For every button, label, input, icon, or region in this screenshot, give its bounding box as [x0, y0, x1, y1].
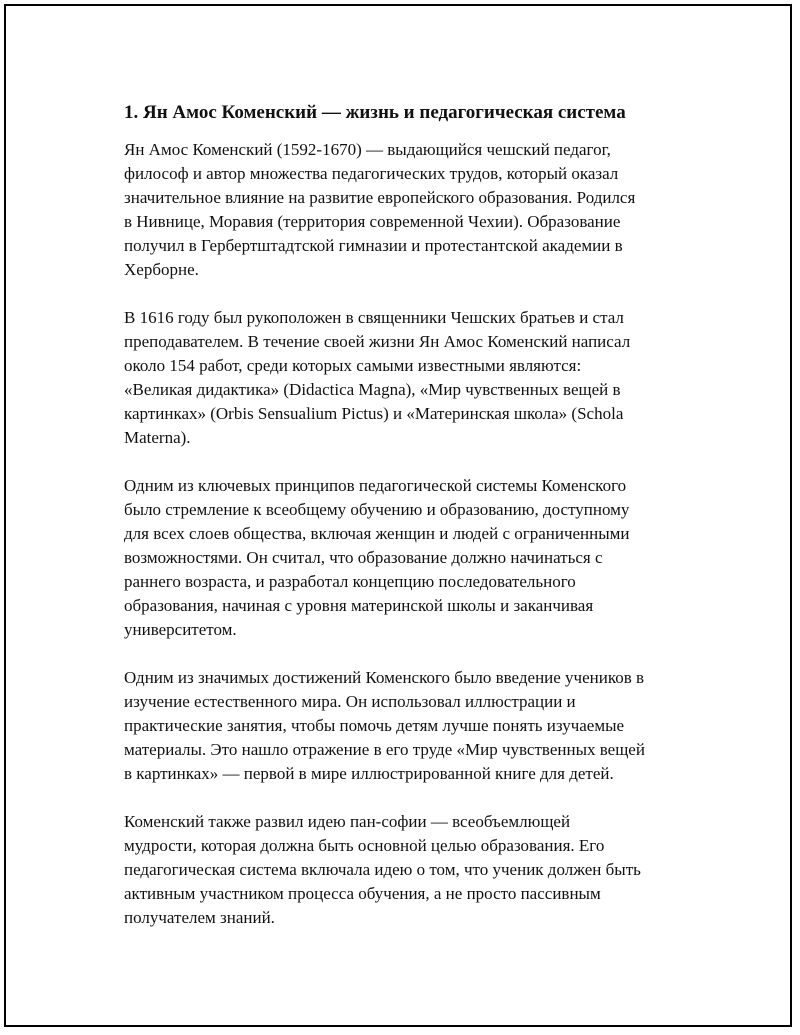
text-line: практические занятия, чтобы помочь детям лучше понять изучаемые: [124, 716, 625, 735]
text-line: активным участником процесса обучения, а не просто пассивным: [124, 884, 601, 903]
text-line: «Великая дидактика» (Didactica Magna), «Мир чувственных вещей в: [124, 380, 621, 399]
text-line: Коменский также развил идею пан-софии — всеобъемлющей: [124, 812, 571, 831]
text-line: Одним из ключевых принципов педагогической системы Коменского: [124, 476, 627, 495]
text-line: для всех слоев общества, включая женщин и людей с ограниченными: [124, 524, 630, 543]
paragraph-3: [124, 474, 694, 642]
text-line: получателем знаний.: [124, 908, 275, 927]
text-line: Одним из значимых достижений Коменского было введение учеников в: [124, 668, 645, 687]
paragraph-1: [124, 138, 694, 282]
text-line: изучение естественного мира. Он использовал иллюстрации и: [124, 692, 576, 711]
text-line: В 1616 году был рукоположен в священники Чешских братьев и стал: [124, 308, 624, 327]
text-line: педагогическая система включала идею о том, что ученик должен быть: [124, 860, 641, 879]
text-line: преподавателем. В течение своей жизни Ян Амос Коменский написал: [124, 332, 631, 351]
text-line: образования, начиная с уровня материнской школы и заканчивая: [124, 596, 594, 615]
text-line: раннего возраста, и разработал концепцию последовательного: [124, 572, 576, 591]
text-line: мудрости, которая должна быть основной целью образования. Его: [124, 836, 605, 855]
text-line: университетом.: [124, 620, 237, 639]
paragraph-5: [124, 810, 694, 930]
text-line: философ и автор множества педагогических трудов, который оказал: [124, 164, 619, 183]
text-line: в картинках» — первой в мире иллюстрированной книге для детей.: [124, 764, 614, 783]
text-line: Херборне.: [124, 260, 199, 279]
text-line: было стремление к всеобщему обучению и образованию, доступному: [124, 500, 630, 519]
document-body: [124, 100, 694, 954]
text-line: в Нивнице, Моравия (территория современной Чехии). Образование: [124, 212, 621, 231]
paragraph-4: [124, 666, 694, 786]
text-line: получил в Гербертштадтской гимназии и протестантской академии в: [124, 236, 623, 255]
text-line: значительное влияние на развитие европейского образования. Родился: [124, 188, 636, 207]
text-line: Materna).: [124, 428, 191, 447]
text-line: около 154 работ, среди которых самыми известными являются:: [124, 356, 582, 375]
text-line: возможностями. Он считал, что образование должно начинаться с: [124, 548, 603, 567]
document-title: 1. Ян Амос Коменский — жизнь и педагогическая система: [124, 102, 626, 123]
text-line: Ян Амос Коменский (1592-1670) — выдающийся чешский педагог,: [124, 140, 611, 159]
page-frame: [4, 4, 792, 1027]
text-line: материалы. Это нашло отражение в его труде «Мир чувственных вещей: [124, 740, 645, 759]
text-line: картинках» (Orbis Sensualium Pictus) и «Материнская школа» (Schola: [124, 404, 624, 423]
paragraph-2: [124, 306, 694, 450]
